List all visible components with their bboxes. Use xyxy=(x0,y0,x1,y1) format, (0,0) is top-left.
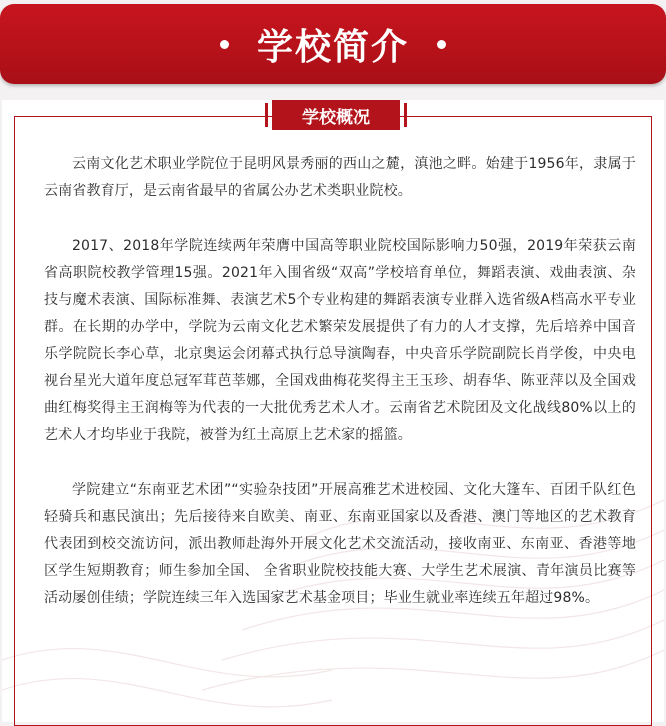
paragraph-3: 学院建立“东南亚艺术团”“实验杂技团”开展高雅艺术进校园、文化大篷车、百团千队红色轻骑兵和惠民演出；先后接待来自欧美、南亚、东南亚国家以及香港、澳门等地区的艺术教育代表团到校交流访问，派出教师赴海外开展文化艺术交流活动，接收南亚、东南亚、香港等地区学生短期教育；师生参加全国、 全省职业院校技能大赛、大学生艺术展演、青年演员比赛等活动屡创佳绩；学院连续三年入选国家艺术基金项目；毕业生就业率连续五年超过98%。 xyxy=(44,482,636,606)
section-tab xyxy=(272,100,400,130)
paragraph-1: 云南文化艺术职业学院位于昆明风景秀丽的西山之麓，滇池之畔。始建于1956年，隶属于云南省教育厅，是云南省最早的省属公办艺术类职业院校。 xyxy=(44,156,636,199)
section-tab-label: 学校概况 xyxy=(302,107,370,128)
paragraph-2: 2017、2018年学院连续两年荣膺中国高等职业院校国际影响力50强，2019年荣获云南省高职院校教学管理15强。2021年入围省级“双高”学校培育单位，舞蹈表演、戏曲表演、杂技与魔术表演、国际标准舞、表演艺术5个专业构建的舞蹈表演专业群入选省级A档高水平专业群。在长期的办学中，学院为云南文化艺术繁荣发展提供了有力的人才支撑，先后培养中国音乐学院院长李心草，北京奥运会闭幕式执行总导演陶春，中央音乐学院副院长肖学俊，中央电视台星光大道年度总冠军茸芭莘娜，全国戏曲梅花奖得主王玉珍、胡春华、陈亚萍以及全国戏曲红梅奖得主王润梅等为代表的一大批优秀艺术人才。云南省艺术院团及文化战线80%以上的艺术人才均毕业于我院，被誉为红土高原上艺术家的摇篮。 xyxy=(44,238,636,443)
bullet-dot-left-icon xyxy=(220,40,229,49)
content-card xyxy=(2,100,664,722)
bullet-dot-right-icon xyxy=(437,40,446,49)
page-title xyxy=(0,4,666,84)
page-title-text: 学校简介 xyxy=(256,26,409,68)
article-body xyxy=(44,151,636,640)
